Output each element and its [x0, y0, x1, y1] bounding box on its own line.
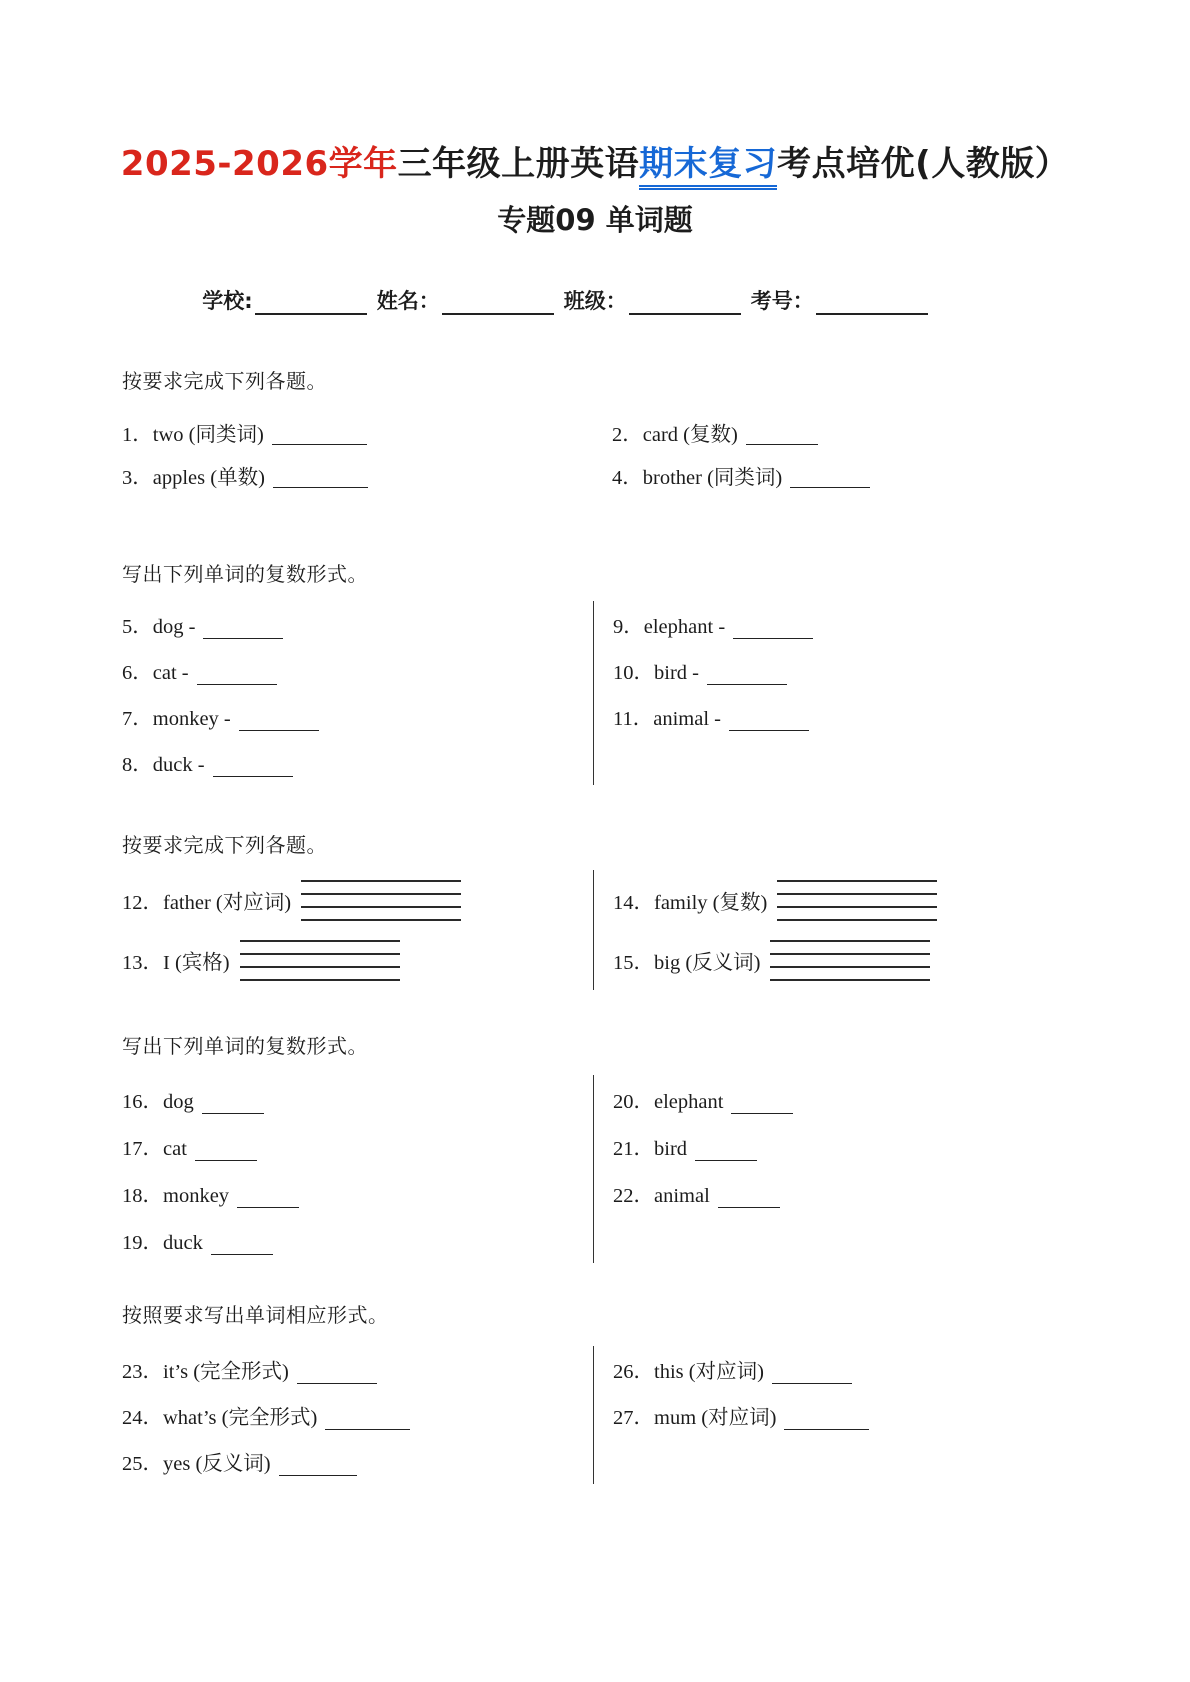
- question-11-answer-blank[interactable]: [729, 730, 809, 731]
- question-13-label: 13．I (宾格): [122, 952, 230, 975]
- section-5-heading: 按照要求写出单词相应形式。: [122, 1305, 389, 1328]
- question-10-answer-blank[interactable]: [707, 684, 787, 685]
- question-12-label: 12．father (对应词): [122, 892, 292, 915]
- question-27: [613, 1392, 1140, 1438]
- question-26: [613, 1346, 1140, 1392]
- section-3-heading: 按要求完成下列各题。: [122, 835, 327, 858]
- section-5-right-column: [593, 1346, 1140, 1484]
- question-2-label: 2．card (复数): [612, 423, 738, 446]
- section-4-left-column: [122, 1075, 593, 1263]
- question-24-label: 24．what’s (完全形式): [122, 1407, 318, 1430]
- question-21-label: 21．bird: [613, 1137, 688, 1160]
- question-6-answer-blank[interactable]: [197, 684, 277, 685]
- question-14-answer-lines[interactable]: [777, 880, 937, 921]
- question-24: [122, 1392, 593, 1438]
- section-5: [0, 1299, 1190, 1484]
- question-11: [613, 693, 1140, 739]
- info-field-class: [564, 285, 741, 315]
- question-27-answer-blank[interactable]: [784, 1429, 869, 1430]
- student-info-row: [0, 285, 1160, 315]
- class-blank[interactable]: [629, 289, 741, 315]
- section-3-right-column: [593, 870, 1140, 990]
- school-label: 学校:: [202, 289, 253, 314]
- question-5-label: 5．dog -: [122, 616, 196, 639]
- question-6: [122, 647, 593, 693]
- question-18-answer-blank[interactable]: [237, 1207, 299, 1208]
- question-23-label: 23．it’s (完全形式): [122, 1361, 289, 1384]
- question-5-answer-blank[interactable]: [203, 638, 283, 639]
- question-14: [613, 870, 1140, 930]
- section-2: [0, 558, 1190, 785]
- section-3-left-column: [122, 870, 593, 990]
- question-15: [613, 930, 1140, 990]
- question-9-answer-blank[interactable]: [733, 638, 813, 639]
- question-11-label: 11．animal -: [613, 708, 721, 731]
- question-16: [122, 1075, 593, 1122]
- question-21-answer-blank[interactable]: [695, 1160, 757, 1161]
- question-2-answer-blank[interactable]: [746, 444, 818, 445]
- question-20-answer-blank[interactable]: [731, 1113, 793, 1114]
- school-blank[interactable]: [255, 289, 367, 315]
- info-field-name: [377, 285, 554, 315]
- question-24-answer-blank[interactable]: [325, 1429, 410, 1430]
- page-subtitle: 专题09 单词题: [497, 203, 693, 238]
- question-20-label: 20．elephant: [613, 1090, 724, 1113]
- question-19-label: 19．duck: [122, 1231, 203, 1254]
- question-1-label: 1．two (同类词): [122, 423, 264, 446]
- question-5: [122, 601, 593, 647]
- section-2-left-column: [122, 601, 593, 785]
- question-9-label: 9．elephant -: [613, 616, 726, 639]
- question-12-answer-lines[interactable]: [301, 880, 461, 921]
- question-17: [122, 1122, 593, 1169]
- question-23-answer-blank[interactable]: [297, 1383, 377, 1384]
- question-8-answer-blank[interactable]: [213, 776, 293, 777]
- question-19-answer-blank[interactable]: [211, 1254, 273, 1255]
- question-22-answer-blank[interactable]: [718, 1207, 780, 1208]
- question-21: [613, 1122, 1140, 1169]
- question-19: [122, 1216, 593, 1263]
- question-3-answer-blank[interactable]: [273, 487, 368, 488]
- question-22-label: 22．animal: [613, 1184, 710, 1207]
- question-25-answer-blank[interactable]: [279, 1475, 357, 1476]
- question-13: [122, 930, 593, 990]
- section-4-right-column: [593, 1075, 1140, 1263]
- question-20: [613, 1075, 1140, 1122]
- examno-label: 考号：: [750, 289, 814, 314]
- question-6-label: 6．cat -: [122, 662, 189, 685]
- question-22: [613, 1169, 1140, 1216]
- question-10: [613, 647, 1140, 693]
- examno-blank[interactable]: [816, 289, 928, 315]
- title-grade: 三年级上册英语: [397, 144, 640, 184]
- section-2-right-column: [593, 601, 1140, 785]
- question-18-label: 18．monkey: [122, 1184, 230, 1207]
- question-18: [122, 1169, 593, 1216]
- question-16-label: 16．dog: [122, 1090, 194, 1113]
- question-25-label: 25．yes (反义词): [122, 1453, 271, 1476]
- section-4: [0, 1030, 1190, 1263]
- title-suffix: 考点培优(人教版）: [777, 144, 1070, 184]
- section-4-heading: 写出下列单词的复数形式。: [122, 1036, 368, 1059]
- question-8: [122, 739, 593, 785]
- section-1-heading: 按要求完成下列各题。: [122, 371, 327, 394]
- question-16-answer-blank[interactable]: [202, 1113, 264, 1114]
- question-13-answer-lines[interactable]: [240, 940, 400, 981]
- name-blank[interactable]: [442, 289, 554, 315]
- section-5-left-column: [122, 1346, 593, 1484]
- question-7-label: 7．monkey -: [122, 708, 231, 731]
- question-14-label: 14．family (复数): [613, 892, 768, 915]
- section-1-left-column: [122, 410, 593, 496]
- title-highlight: 期末复习: [639, 144, 777, 190]
- question-1-answer-blank[interactable]: [272, 444, 367, 445]
- question-12: [122, 870, 593, 930]
- section-1-right-column: [593, 410, 1140, 496]
- question-26-label: 26．this (对应词): [613, 1361, 764, 1384]
- question-9: [613, 601, 1140, 647]
- question-17-answer-blank[interactable]: [195, 1160, 257, 1161]
- question-4-label: 4．brother (同类词): [612, 466, 783, 489]
- info-field-examno: [751, 285, 928, 315]
- section-3: [0, 829, 1190, 990]
- question-1: [122, 410, 593, 453]
- question-26-answer-blank[interactable]: [772, 1383, 852, 1384]
- question-10-label: 10．bird -: [613, 662, 699, 685]
- question-27-label: 27．mum (对应词): [613, 1407, 777, 1430]
- info-field-school: [202, 285, 366, 315]
- question-4-answer-blank[interactable]: [790, 487, 870, 488]
- class-label: 班级：: [563, 289, 627, 314]
- question-7: [122, 693, 593, 739]
- question-8-label: 8．duck -: [122, 754, 205, 777]
- section-2-heading: 写出下列单词的复数形式。: [122, 564, 368, 587]
- question-25: [122, 1438, 593, 1484]
- question-7-answer-blank[interactable]: [239, 730, 319, 731]
- question-17-label: 17．cat: [122, 1137, 187, 1160]
- question-15-answer-lines[interactable]: [770, 940, 930, 981]
- name-label: 姓名：: [376, 289, 440, 314]
- question-4: [612, 453, 1140, 496]
- section-1: [0, 365, 1190, 496]
- question-3-label: 3．apples (单数): [122, 466, 265, 489]
- page-title: [0, 0, 1190, 186]
- question-23: [122, 1346, 593, 1392]
- question-3: [122, 453, 593, 496]
- question-2: [612, 410, 1140, 453]
- question-15-label: 15．big (反义词): [613, 952, 761, 975]
- title-year: 2025-2026学年: [120, 144, 398, 184]
